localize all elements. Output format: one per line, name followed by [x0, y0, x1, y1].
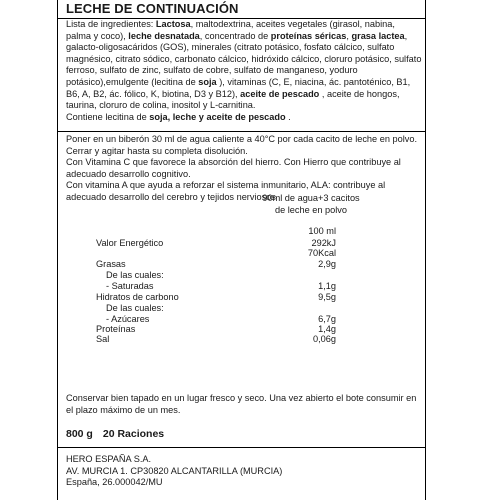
ingredients-segment: , — [346, 30, 352, 41]
ingredients-segment: , concentrado de — [199, 30, 271, 41]
nutrient-label: - Azúcares — [106, 314, 150, 324]
unit-header: 100 ml — [308, 226, 336, 236]
ingredients-segment: , galacto-oligosacáridos (GOS), minerales (citrato potásico, fosfato cálcico, sulfato magnésico, citrato sódico, carbonato cálcico, hidróxido cálcico, cloruro potásico, sulfato ferroso, sulfato de zinc, sulfato de cobre, sulfato de manganeso, yoduro potásico),emulgente (lecitina de — [66, 30, 422, 87]
company-address: AV. MURCIA 1. CP30820 ALCANTARILLA (MURCIA) — [66, 465, 283, 476]
serving-header-line2: de leche en polvo — [274, 204, 348, 215]
ingredients-segment: grasa lactea — [351, 30, 405, 41]
nutrition-claims: Con Vitamina C que favorece la absorción del hierro. Con Hierro que contribuye al adecuado desarrollo cognitivo. — [66, 157, 401, 179]
storage-text: Conservar bien tapado en un lugar fresco y seco. Una vez abierto el bote consumir en el plazo máximo de un mes. — [66, 393, 417, 415]
preparation-instructions: Poner en un biberón 30 ml de agua caliente a 40°C por cada cacito de leche en polvo. Cerrar y agitar hasta su completa disolución. — [66, 134, 417, 156]
nutrition-row — [96, 248, 336, 259]
ingredients-segment: Lista de ingredientes: — [66, 19, 156, 29]
ingredients-segment: , aceite de hongos, taurina, cloruro de colina, inositol y L-carnitina. — [66, 88, 400, 111]
ingredients-segment: Lactosa — [155, 19, 191, 29]
allergens-segment: soja, leche y aceite de pescado — [149, 111, 286, 122]
nutrient-value: 1,4g — [318, 324, 336, 334]
ingredients-segment: , maltodextrina, aceites vegetales (girasol, nabina, palma y coco), — [66, 19, 395, 41]
ingredients-divider — [58, 131, 425, 132]
nutrition-row — [96, 303, 336, 314]
serving-header — [236, 193, 386, 216]
nutrition-row — [96, 259, 336, 270]
nutrient-label: Proteínas — [96, 324, 136, 334]
net-weight: 800 g — [66, 428, 93, 440]
package-size — [66, 428, 164, 440]
nutrient-value: 1,1g — [318, 281, 336, 291]
nutrient-value: 292kJ — [311, 238, 336, 248]
nutrition-row — [96, 292, 336, 303]
nutrition-row — [96, 334, 336, 345]
nutrient-label: Sal — [96, 334, 110, 344]
nutrient-label: Hidratos de carbono — [96, 292, 179, 302]
ingredients-segment: ), vitaminas (C, E, niacina, ác. pantoténico, B1, B6, A, B2, ác. fólico, K, biotina, D3 y B12), — [66, 76, 411, 99]
ingredients-segment: soja — [198, 76, 217, 87]
nutrition-row — [96, 281, 336, 292]
unit-header-row — [96, 226, 336, 237]
company-registry: España, 26.000042/MU — [66, 477, 163, 488]
nutrient-value: 9,5g — [318, 292, 336, 302]
nutrient-value: 70Kcal — [307, 248, 336, 258]
ingredients-segment: leche desnatada — [128, 30, 200, 41]
ingredients-section — [66, 19, 422, 123]
company-info — [66, 454, 422, 489]
label-frame — [57, 0, 426, 500]
nutrition-claims-2: Con vitamina A que ayuda a reforzar el sistema inmunitario, ALA: contribuye al adecuado desarrollo del cerebro y tejidos nerviosos — [66, 180, 386, 202]
serving-header-line1: 90ml de agua+3 cacitos — [262, 193, 360, 203]
ingredients-segment: aceite de pescado — [240, 88, 320, 99]
nutrient-value: 0,06g — [313, 334, 336, 344]
nutrient-label: De las cuales: — [106, 303, 164, 313]
product-title: LECHE DE CONTINUACIÓN — [66, 1, 239, 16]
ingredients-segment: proteínas séricas — [270, 30, 347, 41]
footer-divider — [58, 447, 425, 448]
nutrition-row — [96, 270, 336, 281]
servings-count: 20 Raciones — [102, 428, 165, 440]
ingredients-text — [66, 19, 422, 112]
nutrient-label: - Saturadas — [106, 281, 154, 291]
nutrient-label: Valor Energético — [96, 238, 164, 248]
allergens-segment: . — [285, 111, 291, 122]
nutrient-value: 2,9g — [318, 259, 336, 269]
company-name: HERO ESPAÑA S.A. — [66, 454, 152, 464]
allergens-segment: Contiene lecitina de — [66, 111, 150, 122]
nutrient-value: 6,7g — [318, 314, 336, 324]
storage-section — [66, 393, 422, 416]
nutrient-label: Grasas — [96, 259, 126, 269]
allergens-text — [66, 112, 422, 124]
nutrient-label: De las cuales: — [106, 270, 164, 280]
